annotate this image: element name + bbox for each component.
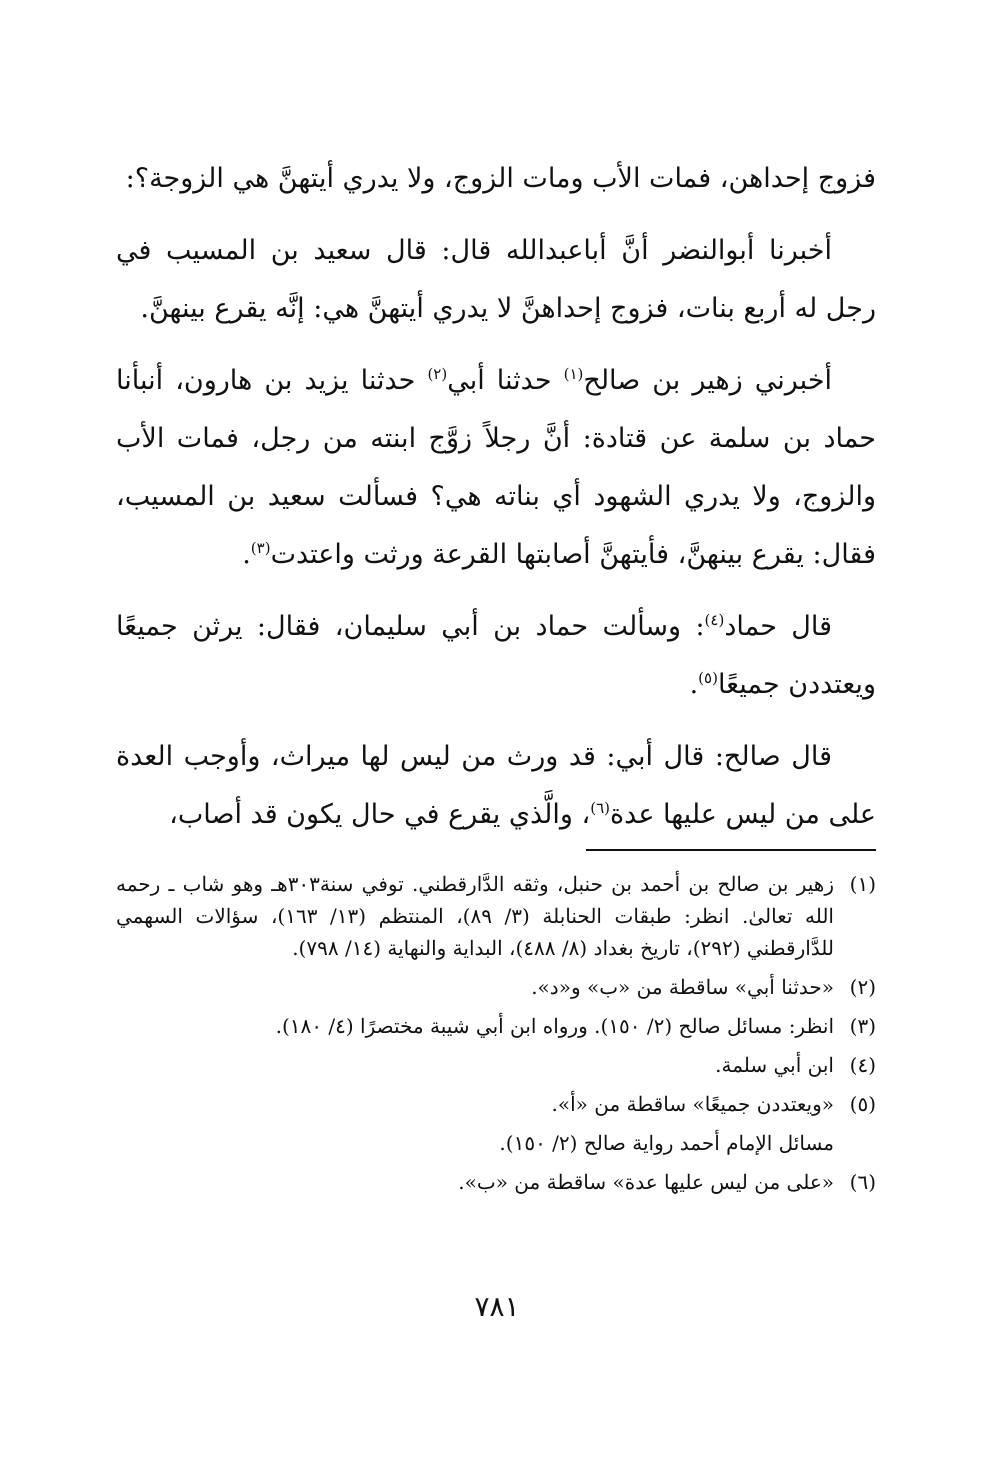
footnotes xyxy=(116,868,876,1205)
footnote-number: (٥) xyxy=(849,1092,876,1116)
footnote-ref-4: (٤) xyxy=(704,611,725,629)
footnote-ref-5: (٥) xyxy=(698,669,718,687)
paragraph-5 xyxy=(116,728,876,844)
paragraph-5-text-a: قال صالح: قال أبي: قد ورث من ليس لها ميراث، وأوجب العدة على من ليس عليها عدة xyxy=(116,741,876,830)
footnote-text: «على من ليس عليها عدة» ساقطة من «ب». xyxy=(458,1170,834,1194)
footnote-text: انظر: مسائل صالح (٢/ ١٥٠). ورواه ابن أبي شيبة مختصرًا (٤/ ١٨٠). xyxy=(275,1014,834,1038)
paragraph-1 xyxy=(116,150,876,208)
paragraph-3-text-c: حدثنا يزيد بن هارون، أنبأنا حماد بن سلمة عن قتادة: أنَّ رجلاً زوَّج ابنته من رجل، فمات الأب والزوج، ولا يدري الشهود أي بناته هي؟ فسألت سعيد بن المسيب، فقال: يقرع بينهنَّ، فأيتهنَّ أصابتها القرعة ورثت واعتدت xyxy=(116,365,876,570)
footnote-number: (٣) xyxy=(849,1014,876,1038)
page-number: ٧٨١ xyxy=(474,1290,520,1323)
footnote-number: (٦) xyxy=(849,1170,876,1194)
footnote-ref-2: (٢) xyxy=(427,365,448,383)
footnote-6 xyxy=(116,1166,876,1198)
footnote-text: زهير بن صالح بن أحمد بن حنبل، وثقه الدَّارقطني. توفي سنة٣٠٣هـ وهو شاب ـ رحمه الله تعالىٰ. انظر: طبقات الحنابلة (٣/ ٨٩)، المنتظم (١٣/ ١٦٣)، سؤالات السهمي للدَّارقطني (٢٩٢)، تاريخ بغداد (٨/ ٤٨٨)، البداية والنهاية (١٤/ ٧٩٨). xyxy=(116,872,835,960)
paragraph-3-text-b: حدثنا أبي xyxy=(447,365,564,396)
paragraph-3-text-a: أخبرني زهير بن صالح xyxy=(583,365,833,396)
paragraph-4 xyxy=(116,598,876,714)
paragraph-5-text-b: ، والَّذي يقرع في حال يكون قد أصاب، xyxy=(169,799,591,830)
paragraph-2 xyxy=(116,222,876,338)
footnote-5-continuation: مسائل الإمام أحمد رواية صالح (٢/ ١٥٠). xyxy=(499,1131,834,1155)
footnote-number: (٤) xyxy=(849,1053,876,1077)
paragraph-4-text-b: : وسألت حماد بن أبي سليمان، فقال: يرثن جميعًا ويعتددن جميعًا xyxy=(116,611,876,700)
footnote-number: (٢) xyxy=(849,975,876,999)
footnote-text: ابن أبي سلمة. xyxy=(715,1053,834,1077)
paragraph-3-text-d: . xyxy=(242,539,251,570)
paragraph-4-text-a: قال حماد xyxy=(724,611,832,642)
footnote-ref-6: (٦) xyxy=(590,799,610,817)
footnote-number: (١) xyxy=(849,872,876,896)
footnote-ref-3: (٣) xyxy=(250,539,271,557)
paragraph-3 xyxy=(116,352,876,584)
paragraph-4-text-c: . xyxy=(689,669,699,700)
paragraph-1-text: فزوج إحداهن، فمات الأب ومات الزوج، ولا يدري أيتهنَّ هي الزوجة؟: xyxy=(125,163,876,194)
footnote-ref-1: (١) xyxy=(563,365,584,383)
paragraph-2-text: أخبرنا أبوالنضر أنَّ أباعبدالله قال: قال سعيد بن المسيب في رجل له أربع بنات، فزوج إحداهنَّ لا يدري أيتهنَّ هي: إنَّه يقرع بينهنَّ. xyxy=(116,235,876,324)
footnote-5 xyxy=(116,1088,876,1120)
footnote-4 xyxy=(116,1049,876,1081)
main-text xyxy=(116,150,876,858)
footnote-3 xyxy=(116,1010,876,1042)
footnote-text: «حدثنا أبي» ساقطة من «ب» و«د». xyxy=(531,975,834,999)
footnote-1 xyxy=(116,868,876,964)
footnote-text: «ويعتددن جميعًا» ساقطة من «أ». xyxy=(551,1092,834,1116)
footnote-2 xyxy=(116,971,876,1003)
footnote-divider xyxy=(586,849,876,851)
